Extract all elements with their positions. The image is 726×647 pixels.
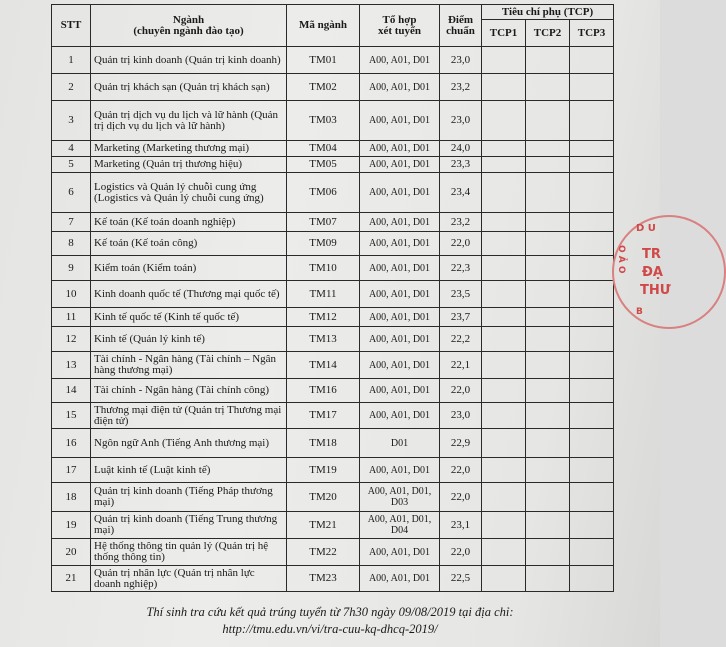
cell-tcp1 xyxy=(482,327,526,352)
cell-cutoff-score: 23,1 xyxy=(440,512,482,539)
table-row xyxy=(52,47,614,74)
cell-tcp1 xyxy=(482,281,526,308)
header-tcp: Tiêu chí phụ (TCP) xyxy=(482,5,614,20)
cell-tcp3 xyxy=(570,173,614,213)
cell-major-code: TM22 xyxy=(287,539,360,566)
cell-major-name: Logistics và Quản lý chuỗi cung ứng (Logistics và Quản lý chuỗi cung ứng) xyxy=(91,173,287,213)
cell-tcp3 xyxy=(570,47,614,74)
cell-major-code: TM01 xyxy=(287,47,360,74)
cell-cutoff-score: 22,0 xyxy=(440,539,482,566)
cell-subject-combo: D01 xyxy=(360,429,440,458)
cell-tcp3 xyxy=(570,213,614,232)
header-nganh-title: Ngành xyxy=(172,13,205,26)
cell-stt: 15 xyxy=(52,403,91,429)
cell-subject-combo: A00, A01, D01 xyxy=(360,47,440,74)
cell-tcp3 xyxy=(570,512,614,539)
cell-cutoff-score: 22,0 xyxy=(440,379,482,403)
cell-stt: 21 xyxy=(52,566,91,592)
table-row xyxy=(52,458,614,483)
cell-subject-combo: A00, A01, D01 xyxy=(360,141,440,157)
cell-major-code: TM14 xyxy=(287,352,360,379)
header-nganh xyxy=(91,5,287,47)
cell-subject-combo: A00, A01, D01 xyxy=(360,232,440,256)
cell-major-name: Quản trị nhân lực (Quản trị nhân lực doanh nghiệp) xyxy=(91,566,287,592)
cell-major-code: TM18 xyxy=(287,429,360,458)
cell-subject-combo: A00, A01, D01, D03 xyxy=(360,483,440,512)
cell-tcp3 xyxy=(570,403,614,429)
cell-subject-combo: A00, A01, D01 xyxy=(360,281,440,308)
cell-cutoff-score: 22,3 xyxy=(440,256,482,281)
cell-subject-combo: A00, A01, D01 xyxy=(360,74,440,101)
cell-stt: 1 xyxy=(52,47,91,74)
cell-tcp3 xyxy=(570,458,614,483)
cell-tcp2 xyxy=(526,352,570,379)
cell-major-code: TM16 xyxy=(287,379,360,403)
header-nganh-sub: (chuyên ngành đào tạo) xyxy=(133,24,244,37)
cell-tcp3 xyxy=(570,566,614,592)
cell-tcp3 xyxy=(570,308,614,327)
cell-major-code: TM11 xyxy=(287,281,360,308)
cell-major-name: Quản trị kinh doanh (Tiếng Trung thương mại) xyxy=(91,512,287,539)
cell-cutoff-score: 22,0 xyxy=(440,483,482,512)
table-row xyxy=(52,379,614,403)
stamp-line-3: THƯ xyxy=(640,283,671,298)
cell-cutoff-score: 23,4 xyxy=(440,173,482,213)
cell-major-name: Kế toán (Kế toán doanh nghiệp) xyxy=(91,213,287,232)
cell-major-name: Kinh tế quốc tế (Kinh tế quốc tế) xyxy=(91,308,287,327)
cell-cutoff-score: 23,2 xyxy=(440,213,482,232)
cell-stt: 9 xyxy=(52,256,91,281)
cell-major-name: Marketing (Marketing thương mại) xyxy=(91,141,287,157)
cell-stt: 20 xyxy=(52,539,91,566)
cell-tcp1 xyxy=(482,429,526,458)
cell-major-code: TM03 xyxy=(287,101,360,141)
table-row xyxy=(52,157,614,173)
cell-cutoff-score: 23,2 xyxy=(440,74,482,101)
footer-line-1: Thí sinh tra cứu kết quả trúng tuyển từ 7h30 ngày 09/08/2019 tại địa chỉ: xyxy=(146,605,514,619)
cell-major-name: Quản trị dịch vụ du lịch và lữ hành (Quản trị dịch vụ du lịch và lữ hành) xyxy=(91,101,287,141)
cell-tcp2 xyxy=(526,566,570,592)
stamp-arc-bottom: B xyxy=(636,307,643,317)
cell-subject-combo: A00, A01, D01 xyxy=(360,101,440,141)
cell-subject-combo: A00, A01, D01 xyxy=(360,403,440,429)
cell-major-name: Quản trị kinh doanh (Quản trị kinh doanh) xyxy=(91,47,287,74)
cell-cutoff-score: 24,0 xyxy=(440,141,482,157)
cell-tcp1 xyxy=(482,213,526,232)
cell-tcp2 xyxy=(526,429,570,458)
table-row xyxy=(52,327,614,352)
cell-tcp1 xyxy=(482,566,526,592)
cell-subject-combo: A00, A01, D01 xyxy=(360,256,440,281)
admission-score-table xyxy=(51,4,614,592)
cell-tcp3 xyxy=(570,101,614,141)
red-stamp xyxy=(612,215,726,329)
table-row xyxy=(52,141,614,157)
table-row xyxy=(52,213,614,232)
cell-major-code: TM12 xyxy=(287,308,360,327)
cell-tcp3 xyxy=(570,157,614,173)
cell-tcp1 xyxy=(482,403,526,429)
cell-major-code: TM04 xyxy=(287,141,360,157)
cell-stt: 6 xyxy=(52,173,91,213)
stamp-arc-left: O Ả O xyxy=(616,245,626,274)
cell-major-name: Thương mại điện tử (Quản trị Thương mại điện tử) xyxy=(91,403,287,429)
cell-major-name: Quản trị kinh doanh (Tiếng Pháp thương mại) xyxy=(91,483,287,512)
cell-tcp1 xyxy=(482,74,526,101)
cell-major-name: Tài chính - Ngân hàng (Tài chính – Ngân hàng thương mại) xyxy=(91,352,287,379)
cell-major-name: Tài chính - Ngân hàng (Tài chính công) xyxy=(91,379,287,403)
cell-stt: 19 xyxy=(52,512,91,539)
cell-major-code: TM19 xyxy=(287,458,360,483)
cell-subject-combo: A00, A01, D01 xyxy=(360,566,440,592)
cell-major-name: Hệ thống thông tin quản lý (Quản trị hệ thống thông tin) xyxy=(91,539,287,566)
cell-major-name: Kinh tế (Quản lý kinh tế) xyxy=(91,327,287,352)
cell-cutoff-score: 22,0 xyxy=(440,458,482,483)
cell-tcp1 xyxy=(482,352,526,379)
cell-tcp2 xyxy=(526,539,570,566)
cell-major-name: Kiểm toán (Kiểm toán) xyxy=(91,256,287,281)
table-row xyxy=(52,232,614,256)
cell-cutoff-score: 22,5 xyxy=(440,566,482,592)
cell-major-name: Luật kinh tế (Luật kinh tế) xyxy=(91,458,287,483)
header-tcp3: TCP3 xyxy=(570,20,614,47)
cell-tcp1 xyxy=(482,157,526,173)
cell-subject-combo: A00, A01, D01 xyxy=(360,308,440,327)
cell-tcp3 xyxy=(570,141,614,157)
cell-tcp3 xyxy=(570,232,614,256)
cell-major-code: TM02 xyxy=(287,74,360,101)
cell-subject-combo: A00, A01, D01 xyxy=(360,379,440,403)
cell-stt: 11 xyxy=(52,308,91,327)
cell-tcp3 xyxy=(570,256,614,281)
cell-stt: 13 xyxy=(52,352,91,379)
cell-tcp2 xyxy=(526,141,570,157)
cell-tcp3 xyxy=(570,483,614,512)
cell-major-name: Kế toán (Kế toán công) xyxy=(91,232,287,256)
table-row xyxy=(52,74,614,101)
cell-tcp2 xyxy=(526,512,570,539)
cell-tcp2 xyxy=(526,47,570,74)
cell-tcp2 xyxy=(526,74,570,101)
cell-major-name: Marketing (Quản trị thương hiệu) xyxy=(91,157,287,173)
cell-cutoff-score: 23,3 xyxy=(440,157,482,173)
cell-major-code: TM09 xyxy=(287,232,360,256)
cell-tcp1 xyxy=(482,232,526,256)
cell-tcp2 xyxy=(526,379,570,403)
cell-tcp1 xyxy=(482,539,526,566)
header-diem-title: Điểm xyxy=(447,13,474,26)
cell-tcp1 xyxy=(482,256,526,281)
cell-tcp2 xyxy=(526,173,570,213)
cell-subject-combo: A00, A01, D01 xyxy=(360,213,440,232)
header-stt: STT xyxy=(52,5,91,47)
cell-stt: 16 xyxy=(52,429,91,458)
cell-tcp3 xyxy=(570,327,614,352)
cell-major-name: Quản trị khách sạn (Quản trị khách sạn) xyxy=(91,74,287,101)
cell-subject-combo: A00, A01, D01 xyxy=(360,352,440,379)
stamp-line-2: ĐẠ xyxy=(642,265,663,280)
cell-cutoff-score: 22,9 xyxy=(440,429,482,458)
cell-subject-combo: A00, A01, D01, D04 xyxy=(360,512,440,539)
cell-tcp1 xyxy=(482,101,526,141)
cell-subject-combo: A00, A01, D01 xyxy=(360,157,440,173)
table-row xyxy=(52,539,614,566)
cell-subject-combo: A00, A01, D01 xyxy=(360,173,440,213)
cell-tcp3 xyxy=(570,379,614,403)
cell-stt: 18 xyxy=(52,483,91,512)
cell-stt: 2 xyxy=(52,74,91,101)
cell-tcp1 xyxy=(482,308,526,327)
table-row xyxy=(52,256,614,281)
cell-subject-combo: A00, A01, D01 xyxy=(360,539,440,566)
cell-stt: 3 xyxy=(52,101,91,141)
cell-major-code: TM05 xyxy=(287,157,360,173)
cell-stt: 12 xyxy=(52,327,91,352)
header-to-hop-title: Tổ hợp xyxy=(382,13,417,26)
table-row xyxy=(52,173,614,213)
cell-major-code: TM13 xyxy=(287,327,360,352)
cell-cutoff-score: 22,2 xyxy=(440,327,482,352)
cell-cutoff-score: 22,0 xyxy=(440,232,482,256)
cell-tcp1 xyxy=(482,379,526,403)
cell-tcp1 xyxy=(482,173,526,213)
cell-cutoff-score: 23,5 xyxy=(440,281,482,308)
stamp-line-1: TR xyxy=(642,247,661,262)
cell-tcp2 xyxy=(526,213,570,232)
cell-tcp3 xyxy=(570,429,614,458)
footer-link[interactable]: http://tmu.edu.vn/vi/tra-cuu-kq-dhcq-2019/ xyxy=(222,622,438,636)
header-to-hop-sub: xét tuyển xyxy=(377,24,422,37)
cell-cutoff-score: 23,0 xyxy=(440,403,482,429)
table-row xyxy=(52,403,614,429)
cell-stt: 14 xyxy=(52,379,91,403)
cell-tcp3 xyxy=(570,539,614,566)
cell-stt: 8 xyxy=(52,232,91,256)
cell-tcp1 xyxy=(482,512,526,539)
cell-tcp2 xyxy=(526,101,570,141)
header-diem-sub: chuẩn xyxy=(446,24,475,37)
cell-major-code: TM20 xyxy=(287,483,360,512)
cell-major-code: TM07 xyxy=(287,213,360,232)
cell-subject-combo: A00, A01, D01 xyxy=(360,327,440,352)
table-row xyxy=(52,566,614,592)
cell-tcp2 xyxy=(526,327,570,352)
table-row xyxy=(52,281,614,308)
cell-tcp3 xyxy=(570,352,614,379)
cell-stt: 10 xyxy=(52,281,91,308)
cell-stt: 17 xyxy=(52,458,91,483)
header-tcp2: TCP2 xyxy=(526,20,570,47)
table-row xyxy=(52,308,614,327)
cell-tcp2 xyxy=(526,458,570,483)
header-diem xyxy=(440,5,482,47)
table-body xyxy=(52,47,614,592)
cell-tcp1 xyxy=(482,141,526,157)
cell-stt: 5 xyxy=(52,157,91,173)
cell-tcp2 xyxy=(526,403,570,429)
cell-cutoff-score: 23,0 xyxy=(440,101,482,141)
cell-major-code: TM06 xyxy=(287,173,360,213)
cell-subject-combo: A00, A01, D01 xyxy=(360,458,440,483)
cell-cutoff-score: 22,1 xyxy=(440,352,482,379)
cell-tcp1 xyxy=(482,47,526,74)
header-tcp1: TCP1 xyxy=(482,20,526,47)
footer-note xyxy=(100,604,560,638)
cell-tcp2 xyxy=(526,281,570,308)
cell-cutoff-score: 23,0 xyxy=(440,47,482,74)
table-row xyxy=(52,483,614,512)
cell-tcp1 xyxy=(482,483,526,512)
stamp-arc-top: D U xyxy=(636,223,656,234)
header-ma-nganh: Mã ngành xyxy=(287,5,360,47)
header-to-hop xyxy=(360,5,440,47)
cell-tcp2 xyxy=(526,232,570,256)
table-row xyxy=(52,101,614,141)
cell-stt: 7 xyxy=(52,213,91,232)
cell-tcp2 xyxy=(526,483,570,512)
table-row xyxy=(52,352,614,379)
cell-major-name: Kinh doanh quốc tế (Thương mại quốc tế) xyxy=(91,281,287,308)
cell-major-code: TM10 xyxy=(287,256,360,281)
cell-tcp2 xyxy=(526,256,570,281)
cell-major-code: TM21 xyxy=(287,512,360,539)
cell-stt: 4 xyxy=(52,141,91,157)
cell-major-code: TM23 xyxy=(287,566,360,592)
table-row xyxy=(52,429,614,458)
cell-tcp1 xyxy=(482,458,526,483)
cell-major-name: Ngôn ngữ Anh (Tiếng Anh thương mại) xyxy=(91,429,287,458)
table-row xyxy=(52,512,614,539)
cell-tcp2 xyxy=(526,157,570,173)
cell-major-code: TM17 xyxy=(287,403,360,429)
cell-tcp3 xyxy=(570,74,614,101)
cell-tcp3 xyxy=(570,281,614,308)
cell-cutoff-score: 23,7 xyxy=(440,308,482,327)
cell-tcp2 xyxy=(526,308,570,327)
